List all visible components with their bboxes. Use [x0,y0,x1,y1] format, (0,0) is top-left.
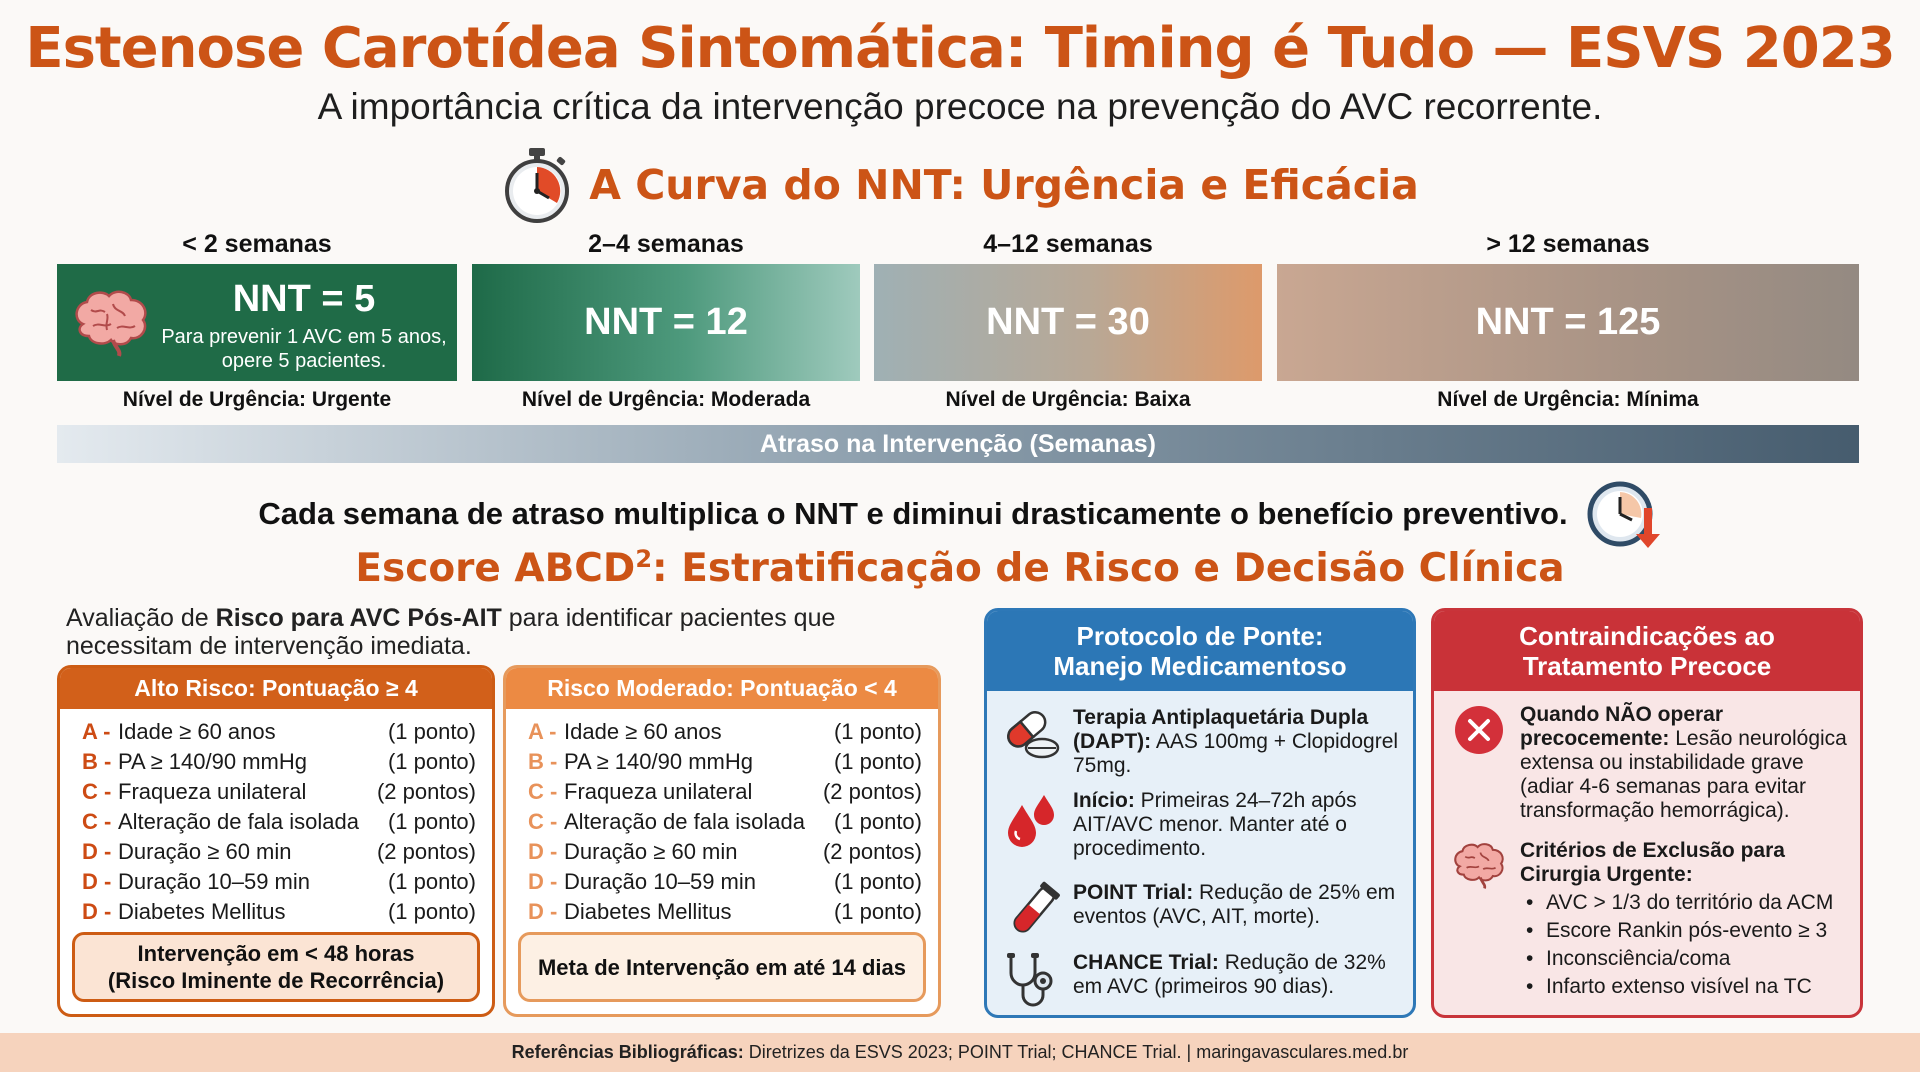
high-risk-title: Alto Risco: Pontuação ≥ 4 [60,668,492,709]
blood-drops-icon [1004,789,1060,849]
page-title: Estenose Carotídea Sintomática: Timing é Tudo — ESVS 2023 [25,16,1895,81]
contra-item-exclusion: Critérios de Exclusão para Cirurgia Urgente: • AVC > 1/3 do território da ACM • Escore Rankin pós-evento ≥ 3 • Inconsciência/coma • Infarto extenso visível na TC [1448,839,1850,1001]
list-item: B - PA ≥ 140/90 mmHg (1 ponto) [528,749,922,774]
list-item: D - Diabetes Mellitus (1 ponto) [528,899,922,924]
list-item: B - PA ≥ 140/90 mmHg (1 ponto) [82,749,476,774]
high-risk-action: Intervenção em < 48 horas (Risco Iminente de Recorrência) [72,932,480,1002]
list-item: • AVC > 1/3 do território da ACM [1520,889,1850,917]
bridge-item-start: Início: Primeiras 24–72h após AIT/AVC menor. Manter até o procedimento. [1001,789,1403,861]
pills-icon [1002,706,1062,762]
bridge-item-dapt: Terapia Antiplaquetária Dupla (DAPT): AAS 100mg + Clopidogrel 75mg. [1001,706,1403,778]
stethoscope-icon [1003,951,1061,1011]
moderate-risk-title: Risco Moderado: Pontuação < 4 [506,668,938,709]
nnt-note-urgent: Para prevenir 1 AVC em 5 anos, opere 5 pacientes. [161,326,447,372]
page-subtitle: A importância crítica da intervenção precoce na prevenção do AVC recorrente. [317,86,1603,127]
urgency-label-urgent: Nível de Urgência: Urgente [122,388,392,411]
nnt-value-moderate: NNT = 12 [584,301,748,343]
delay-note [0,478,1920,550]
moderate-risk-action: Meta de Intervenção em até 14 dias [518,932,926,1002]
delay-note-text: Cada semana de atraso multiplica o NNT e diminui drasticamente o benefício preventivo. [258,496,1568,531]
list-item: D - Diabetes Mellitus (1 ponto) [82,899,476,924]
bridge-item-chance: CHANCE Trial: Redução de 32% em AVC (primeiros 90 dias). [1001,951,1403,1011]
delay-bar: Atraso na Intervenção (Semanas) [57,425,1859,463]
abcd-intro: Avaliação de Risco para AVC Pós-AIT para identificar pacientes que necessitam de intervenção imediata. [66,604,836,660]
brain-icon [69,286,153,358]
list-item: D - Duração ≥ 60 min (2 pontos) [528,839,922,864]
nnt-section-heading [0,146,1920,224]
references-footer: Referências Bibliográficas: Diretrizes da ESVS 2023; POINT Trial; CHANCE Trial. | maringavasculares.med.br [0,1033,1920,1072]
bridge-protocol-panel [984,608,1416,1018]
list-item: C - Alteração de fala isolada (1 ponto) [82,809,476,834]
clock-arrow-icon [1586,478,1662,550]
test-tube-icon [1003,881,1061,941]
list-item: C - Alteração de fala isolada (1 ponto) [528,809,922,834]
moderate-risk-card [503,665,941,1017]
moderate-risk-criteria-list [506,709,938,927]
band-label-4-12: 4–12 semanas [983,230,1153,258]
nnt-value-urgent: NNT = 5 [232,278,376,320]
contraindications-panel [1431,608,1863,1018]
list-item: A - Idade ≥ 60 anos (1 ponto) [82,719,476,744]
brain-icon [1450,839,1508,891]
list-item: D - Duração 10–59 min (1 ponto) [528,869,922,894]
nnt-value-low: NNT = 30 [986,301,1150,343]
nnt-value-minimal: NNT = 125 [1475,301,1661,343]
close-circle-icon [1452,703,1506,757]
list-item: • Infarto extenso visível na TC [1520,973,1850,1001]
contra-item-when-not: Quando NÃO operar precocemente: Lesão neurológica extensa ou instabilidade grave (adiar 4-6 semanas para evitar transformação hemorrágica). [1448,703,1850,823]
high-risk-criteria-list [60,709,492,927]
list-item: D - Duração ≥ 60 min (2 pontos) [82,839,476,864]
high-risk-card [57,665,495,1017]
list-item: • Escore Rankin pós-evento ≥ 3 [1520,917,1850,945]
bridge-item-point: POINT Trial: Redução de 25% em eventos (AVC, AIT, morte). [1001,881,1403,941]
list-item: A - Idade ≥ 60 anos (1 ponto) [528,719,922,744]
band-label-gt12: > 12 semanas [1486,230,1650,258]
list-item: D - Duração 10–59 min (1 ponto) [82,869,476,894]
contraindications-title: Contraindicações ao Tratamento Precoce [1434,611,1860,691]
list-item: • Inconsciência/coma [1520,945,1850,973]
exclusion-list [1520,889,1850,1001]
urgency-label-minimal: Nível de Urgência: Mínima [1437,388,1699,411]
list-item: C - Fraqueza unilateral (2 pontos) [528,779,922,804]
nnt-band-moderate [472,264,860,381]
list-item: C - Fraqueza unilateral (2 pontos) [82,779,476,804]
urgency-label-low: Nível de Urgência: Baixa [945,388,1191,411]
nnt-band-low [874,264,1262,381]
band-label-2-4: 2–4 semanas [588,230,744,258]
nnt-band-minimal [1277,264,1859,381]
band-label-lt2: < 2 semanas [182,230,332,258]
nnt-band-urgent [57,264,457,381]
bridge-protocol-title: Protocolo de Ponte: Manejo Medicamentoso [987,611,1413,691]
urgency-label-moderate: Nível de Urgência: Moderada [521,388,811,411]
abcd-section-title: Escore ABCD$^2$: Estratificação de Risco e Decisão Clínica [355,545,1565,591]
stopwatch-icon [501,146,573,224]
nnt-section-title: A Curva do NNT: Urgência e Eficácia [589,161,1419,209]
